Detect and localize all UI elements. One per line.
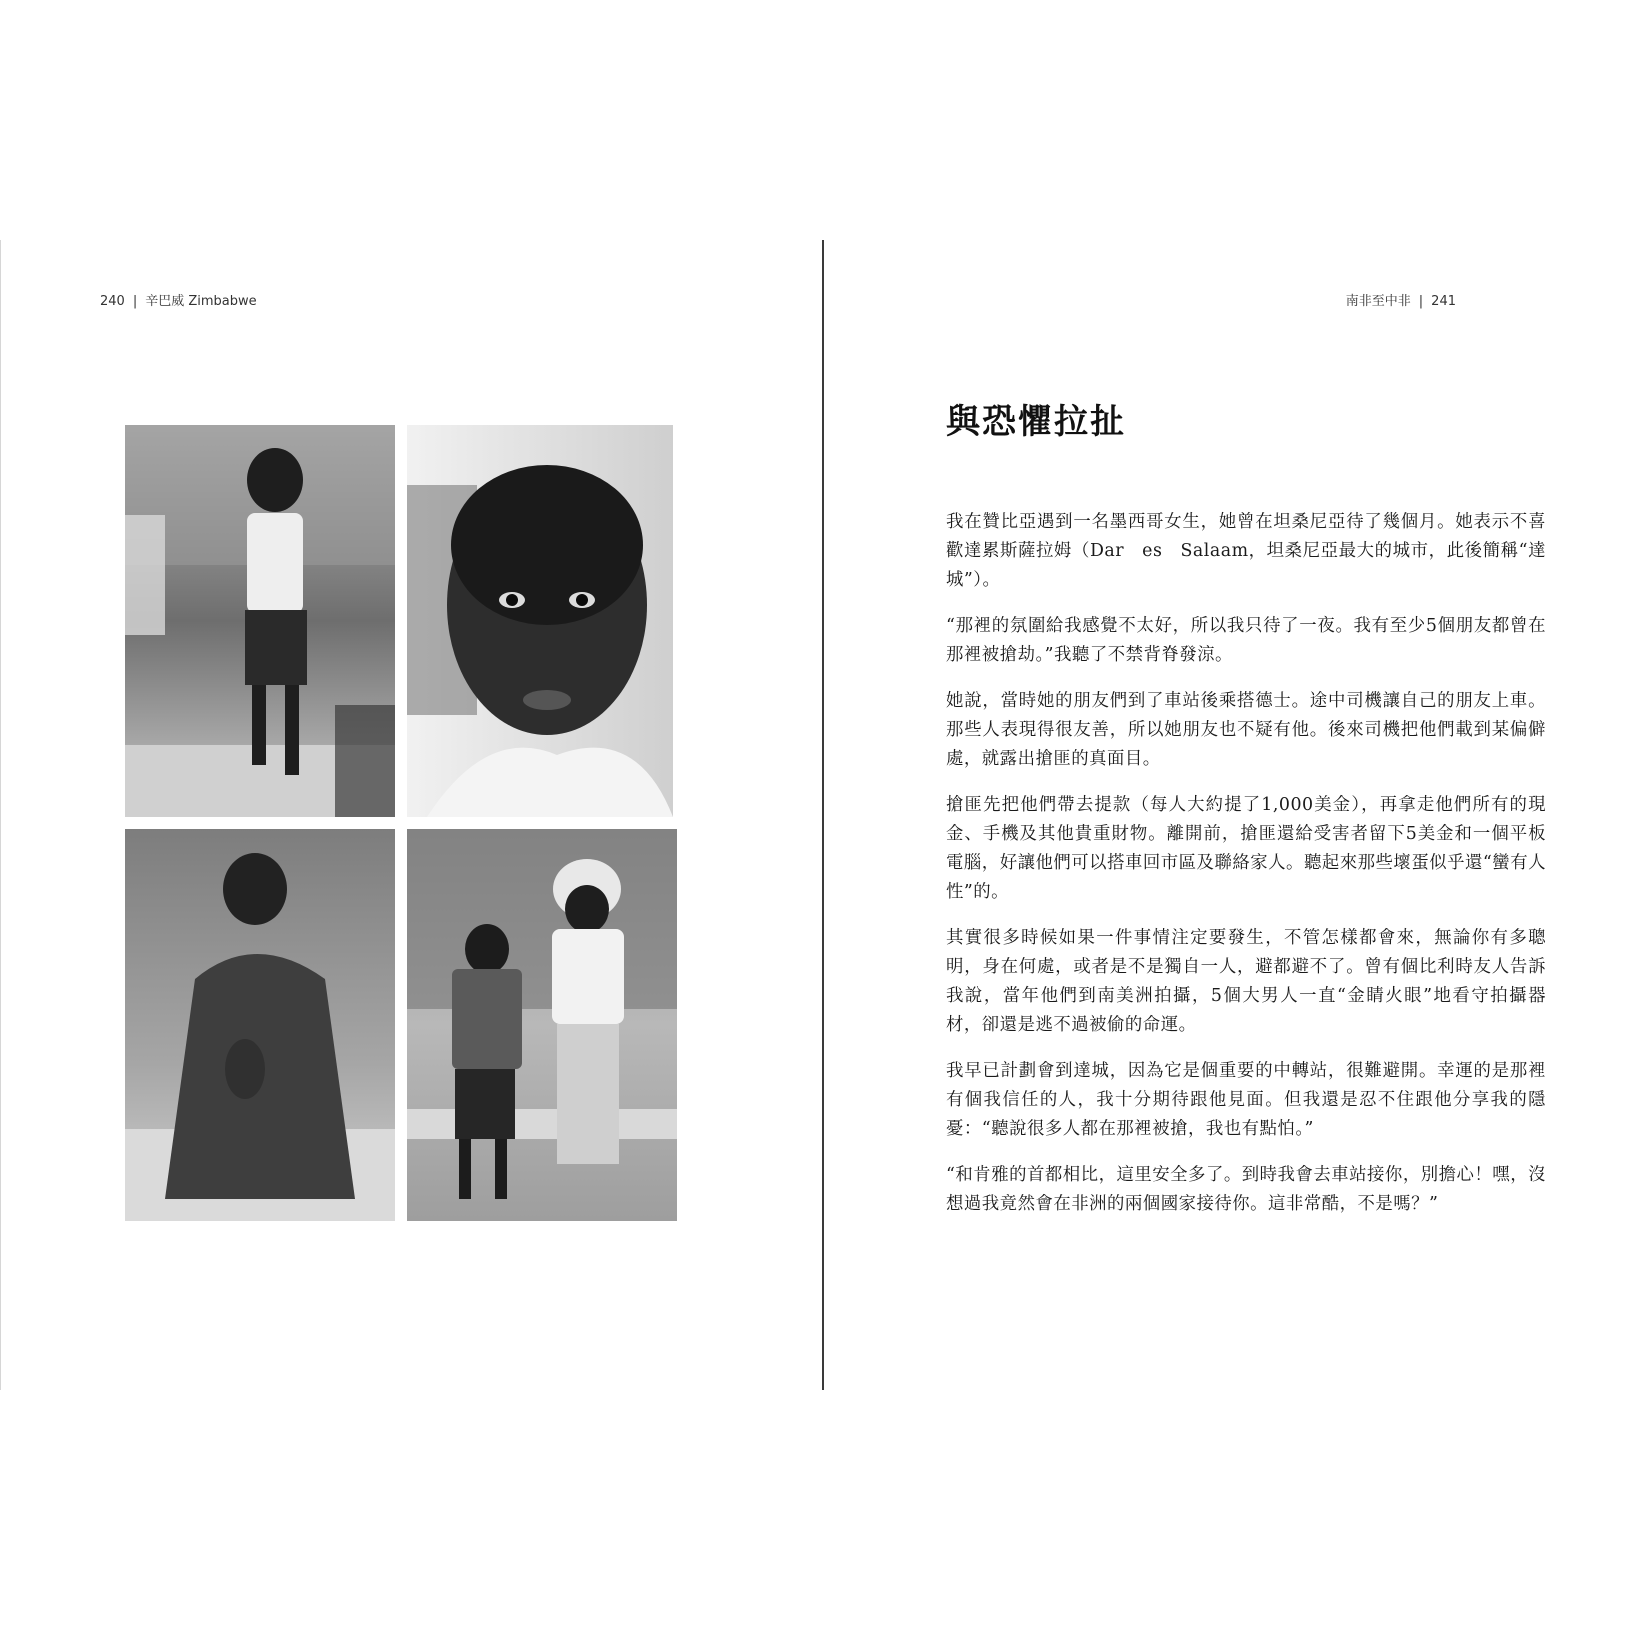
left-separator: | bbox=[132, 294, 138, 309]
photo-girl-in-dress bbox=[125, 829, 395, 1221]
right-separator: | bbox=[1418, 294, 1424, 309]
paragraph: 她說，當時她的朋友們到了車站後乘搭德士。途中司機讓自己的朋友上車。那些人表現得很友善，所以她朋友也不疑有他。後來司機把他們載到某偏僻處，就露出搶匪的真面目。 bbox=[946, 691, 1546, 769]
paragraph: 搶匪先把他們帶去提款（每人大約提了1,000美金），再拿走他們所有的現金、手機及其他貴重財物。離開前，搶匪還給受害者留下5美金和一個平板電腦，好讓他們可以搭車回市區及聯絡家人。聽起來那些壞蛋似乎還“蠻有人性”的。 bbox=[946, 795, 1546, 902]
chapter-body bbox=[946, 508, 1546, 1236]
page-edge bbox=[0, 240, 1, 1390]
paragraph: “那裡的氛圍給我感覺不太好，所以我只待了一夜。我有至少5個朋友都曾在那裡被搶劫。”我聽了不禁背脊發涼。 bbox=[946, 616, 1546, 665]
right-running-title: 南非至中非 bbox=[1345, 294, 1411, 309]
paragraph: 我早已計劃會到達城，因為它是個重要的中轉站，很難避開。幸運的是那裡有個我信任的人，我十分期待跟他見面。但我還是忍不住跟他分享我的隱憂：“聽說很多人都在那裡被搶，我也有點怕。” bbox=[946, 1061, 1546, 1139]
photo-child-standing bbox=[125, 425, 395, 817]
paragraph: “和肯雅的首都相比，這里安全多了。到時我會去車站接你，別擔心！嘿，沒想過我竟然會在非洲的兩個國家接待你。這非常酷，不是嗎？” bbox=[946, 1165, 1546, 1214]
left-running-head bbox=[100, 290, 257, 309]
photo-two-children bbox=[407, 829, 677, 1221]
paragraph: 我在贊比亞遇到一名墨西哥女生，她曾在坦桑尼亞待了幾個月。她表示不喜歡達累斯薩拉姆（Dar es Salaam，坦桑尼亞最大的城市，此後簡稱“達城”）。 bbox=[946, 512, 1546, 590]
book-gutter bbox=[822, 240, 824, 1390]
left-page-number: 240 bbox=[100, 294, 125, 309]
paragraph: 其實很多時候如果一件事情注定要發生，不管怎樣都會來，無論你有多聰明，身在何處，或者是不是獨自一人，避都避不了。曾有個比利時友人告訴我說，當年他們到南美洲拍攝，5個大男人一直“金睛火眼”地看守拍攝器材，卻還是逃不過被偷的命運。 bbox=[946, 928, 1546, 1035]
right-running-head bbox=[1346, 290, 1456, 309]
left-running-title: 辛巴威 Zimbabwe bbox=[145, 294, 257, 309]
chapter-title: 與恐懼拉扯 bbox=[946, 402, 1126, 442]
photo-child-closeup bbox=[407, 425, 673, 817]
right-page-number: 241 bbox=[1431, 294, 1456, 309]
